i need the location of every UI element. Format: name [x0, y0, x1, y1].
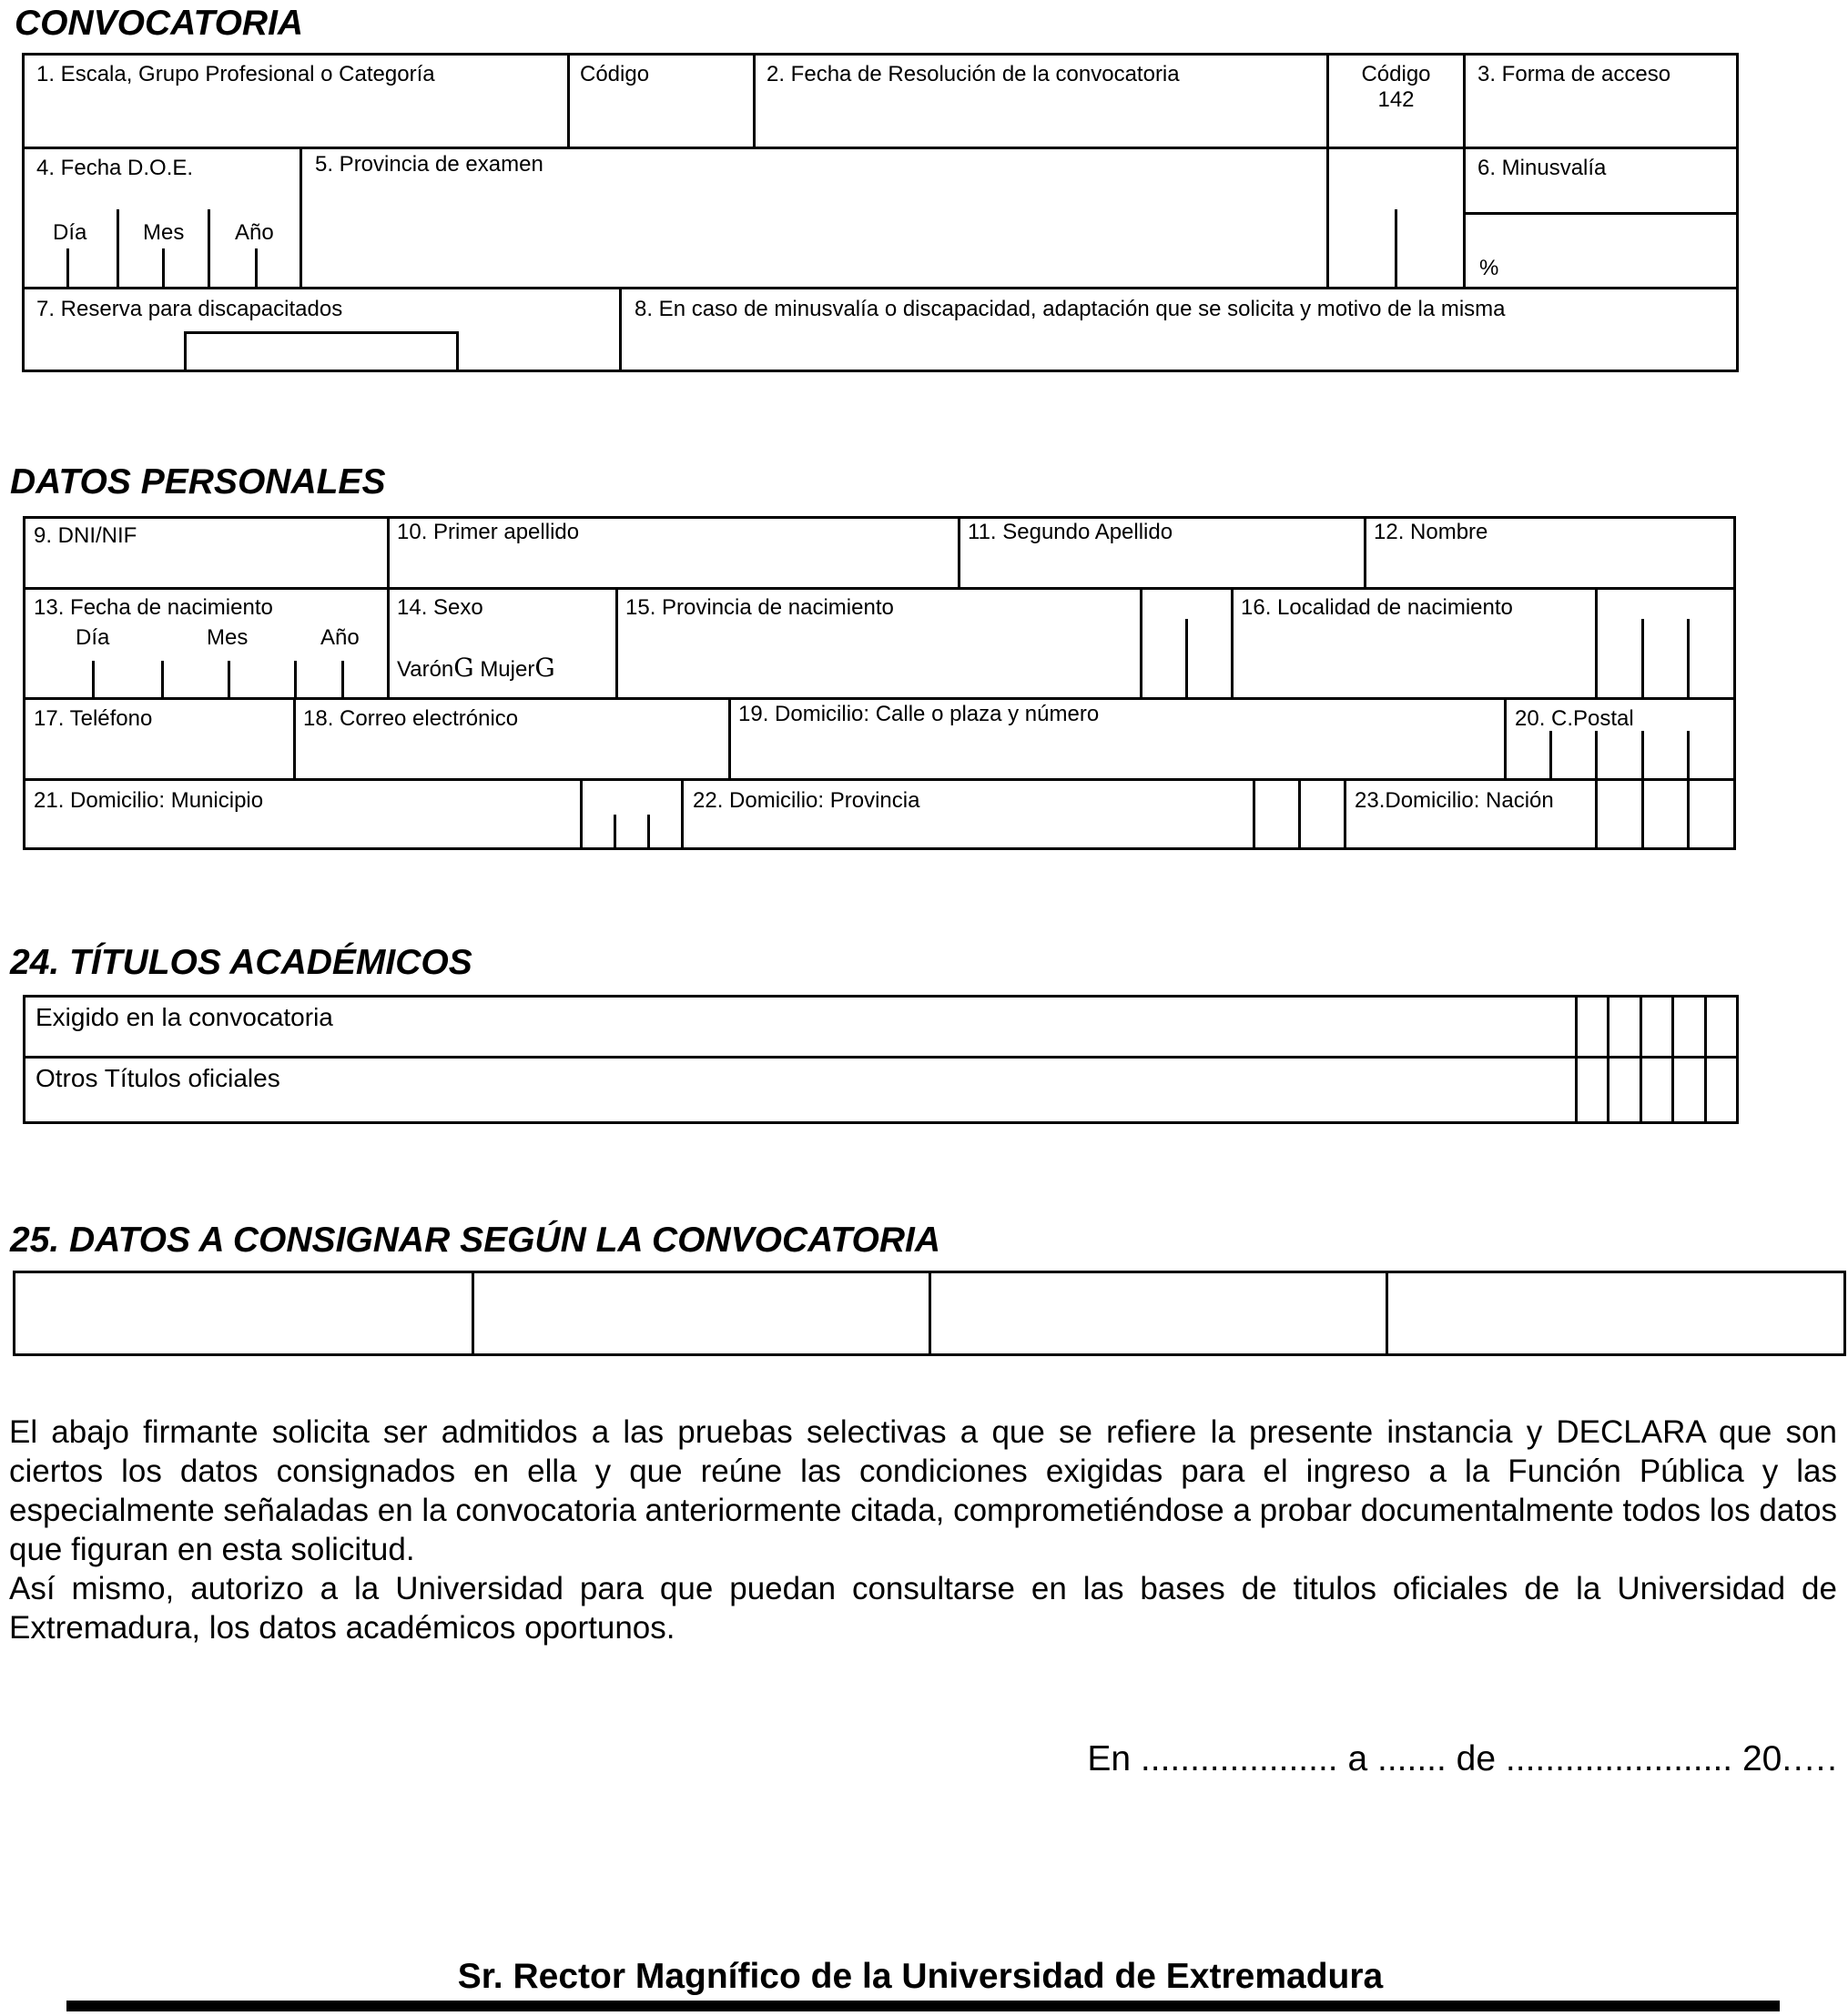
field-municipio-label: 21. Domicilio: Municipio: [34, 788, 264, 813]
field-forma-acceso-label: 3. Forma de acceso: [1477, 62, 1671, 86]
percent-sign: %: [1479, 256, 1499, 280]
section-heading-convocatoria: CONVOCATORIA: [15, 4, 304, 43]
divider: [1326, 53, 1329, 288]
divider: [753, 53, 756, 147]
divider: [161, 661, 164, 698]
divider: [162, 248, 165, 288]
divider: [1595, 587, 1598, 698]
field-sexo-label: 14. Sexo: [397, 595, 483, 620]
anio-label: Año: [320, 625, 360, 650]
mes-label: Mes: [207, 625, 249, 650]
divider: [1640, 995, 1642, 1124]
codigo-label: Código: [1361, 62, 1431, 86]
divider: [1464, 212, 1739, 215]
section-heading-datos-personales: DATOS PERSONALES: [10, 462, 386, 501]
divider: [1463, 53, 1466, 288]
divider: [1641, 619, 1644, 698]
field-primer-apellido-label: 10. Primer apellido: [397, 520, 580, 544]
codigo-value: 142: [1377, 87, 1415, 112]
divider: [255, 248, 258, 288]
divider: [929, 1271, 931, 1356]
divider: [615, 587, 618, 698]
divider: [1687, 778, 1690, 850]
divider: [23, 778, 1736, 781]
field-nombre-label: 12. Nombre: [1374, 520, 1488, 544]
divider: [681, 778, 684, 850]
divider: [1344, 778, 1346, 850]
authorization-paragraph: Así mismo, autorizo a la Universidad para que puedan consultarse en las bases de titulos oficiales de la Universidad de Extremadura, los datos académicos oportunos.: [9, 1571, 1837, 1646]
divider: [614, 815, 616, 850]
field-fecha-doe-label: 4. Fecha D.O.E.: [36, 156, 194, 180]
field-cpostal-label: 20. C.Postal: [1515, 706, 1634, 731]
divider: [580, 778, 583, 850]
divider: [387, 516, 390, 588]
divider: [117, 209, 119, 288]
divider: [1671, 995, 1674, 1124]
field-dni-label: 9. DNI/NIF: [34, 523, 137, 548]
divider: [92, 661, 95, 698]
field-provincia-nacimiento-label: 15. Provincia de nacimiento: [625, 595, 894, 620]
field-escala-label: 1. Escala, Grupo Profesional o Categoría: [36, 62, 435, 86]
section-heading-titulos: 24. TÍTULOS ACADÉMICOS: [10, 943, 472, 982]
divider: [23, 1056, 1739, 1059]
addressee: [0, 1959, 1848, 1994]
divider: [1687, 619, 1690, 698]
divider: [228, 661, 230, 698]
divider: [1298, 778, 1301, 850]
declaration-text: [9, 1413, 1837, 1647]
field-adaptacion-label: 8. En caso de minusvalía o discapacidad, adaptación que se solicita y motivo de la misma: [635, 297, 1506, 321]
field-reserva-label: 7. Reserva para discapacitados: [36, 297, 343, 321]
divider: [293, 697, 296, 779]
divider: [1704, 995, 1707, 1124]
divider: [1641, 778, 1644, 850]
divider: [23, 587, 1736, 590]
divider: [300, 147, 302, 288]
mujer-label: Mujer: [480, 657, 535, 682]
field-fecha-resolucion-label: 2. Fecha de Resolución de la convocatoria: [767, 62, 1180, 86]
field-segundo-apellido-label: 11. Segundo Apellido: [968, 520, 1173, 544]
field-telefono-label: 17. Teléfono: [34, 706, 153, 731]
divider: [1395, 209, 1397, 288]
field-correo-label: 18. Correo electrónico: [303, 706, 519, 731]
declaration-paragraph: El abajo firmante solicita ser admitidos a las pruebas selectivas a que se refiere la presente instancia y DECLARA que son ciertos los datos consignados en ella y que reúne las condiciones exigidas para el ingreso a la Función Pública y las especialmente señaladas en la convocatoria anteriormente citada, comprometiéndose a probar documentalmente todos los datos que figuran en esta solicitud.: [9, 1414, 1837, 1567]
divider: [567, 53, 570, 147]
divider: [387, 587, 390, 698]
divider: [1231, 587, 1234, 698]
titulo-otros-label: Otros Títulos oficiales: [36, 1064, 280, 1092]
divider: [472, 1271, 474, 1356]
divider: [1364, 516, 1366, 588]
field-localidad-nacimiento-label: 16. Localidad de nacimiento: [1241, 595, 1513, 620]
codigo-label: Código: [580, 62, 650, 86]
reserva-checkbox[interactable]: [184, 331, 459, 372]
divider: [1549, 731, 1552, 779]
mes-label: Mes: [143, 220, 185, 245]
anio-label: Año: [235, 220, 274, 245]
section-heading-datos-consignar: 25. DATOS A CONSIGNAR SEGÚN LA CONVOCATORIA: [10, 1221, 941, 1260]
field-provincia-examen-label: 5. Provincia de examen: [315, 152, 543, 177]
divider: [1386, 1271, 1388, 1356]
varon-label: Varón: [397, 657, 454, 682]
field-minusvalia-label: 6. Minusvalía: [1477, 156, 1607, 180]
divider: [1687, 731, 1690, 779]
divider: [22, 287, 1739, 289]
field-fecha-nacimiento-label: 13. Fecha de nacimiento: [34, 595, 273, 620]
divider: [1607, 995, 1609, 1124]
mujer-checkbox[interactable]: G: [534, 653, 555, 683]
divider: [958, 516, 960, 588]
divider: [1575, 995, 1578, 1124]
sexo-options: [397, 655, 555, 681]
divider: [1185, 619, 1188, 698]
field-provincia-label: 22. Domicilio: Provincia: [693, 788, 920, 813]
divider: [647, 815, 650, 850]
bottom-rule: [66, 2001, 1780, 2011]
divider: [1253, 778, 1255, 850]
divider: [1140, 587, 1142, 698]
divider: [728, 697, 731, 779]
divider: [22, 147, 1739, 149]
divider: [208, 209, 210, 288]
divider: [294, 661, 297, 698]
divider: [66, 248, 69, 288]
dia-label: Día: [76, 625, 110, 650]
divider: [1641, 731, 1644, 779]
varon-checkbox[interactable]: G: [453, 653, 474, 683]
signature-date-line: En .................... a ....... de ....................... 20.….: [1087, 1739, 1837, 1778]
divider: [341, 661, 344, 698]
divider: [1595, 778, 1598, 850]
addressee-text: Sr. Rector Magnífico de la Universidad de Extremadura: [457, 1957, 1384, 1996]
titulo-exigido-label: Exigido en la convocatoria: [36, 1003, 333, 1031]
divider: [619, 287, 622, 372]
dia-label: Día: [53, 220, 87, 245]
divider: [1504, 697, 1507, 779]
field-domicilio-calle-label: 19. Domicilio: Calle o plaza y número: [738, 702, 1100, 726]
divider: [23, 697, 1736, 700]
field-nacion-label: 23.Domicilio: Nación: [1355, 788, 1554, 813]
divider: [1595, 731, 1598, 779]
